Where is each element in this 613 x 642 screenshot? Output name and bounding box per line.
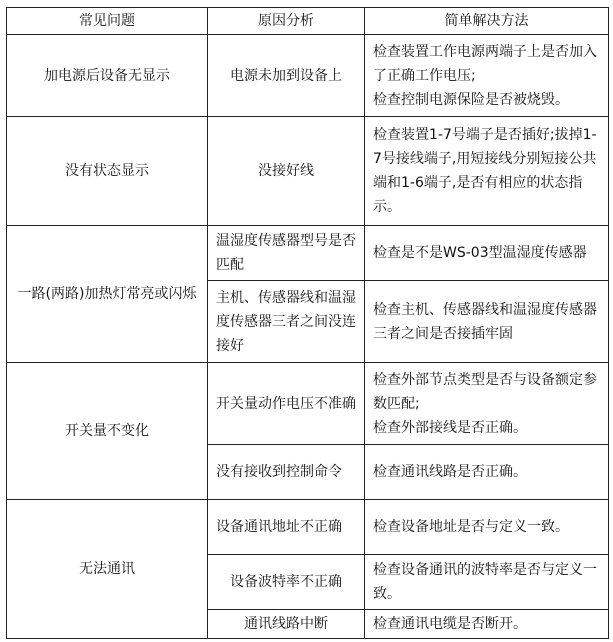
- cause-cell: 主机、传感器线和温湿度传感器三者之间没连接好: [208, 281, 365, 363]
- table-row: [7, 117, 609, 226]
- solution-cell: 检查装置1-7号端子是否插好;拔掉1-7号接线端子,用短接线分别短接公共端和1-6端子,是否有相应的状态指示。: [365, 117, 609, 226]
- problem-cell: 一路(两路)加热灯常亮或闪烁: [7, 226, 208, 363]
- solution-cell: 检查设备地址是否与定义一致。: [365, 500, 609, 555]
- problem-cell: 没有状态显示: [7, 117, 208, 226]
- cause-cell: 温湿度传感器型号是否匹配: [208, 226, 365, 281]
- header-solution: 简单解决方法: [365, 8, 609, 35]
- solution-cell: 检查通讯线路是否正确。: [365, 445, 609, 500]
- solution-cell: [365, 363, 609, 445]
- table-row: [7, 363, 609, 445]
- problem-cell: 加电源后设备无显示: [7, 35, 208, 117]
- solution-cell: 检查主机、传感器线和温湿度传感器三者之间是否接插牢固: [365, 281, 609, 363]
- table-row: [7, 500, 609, 555]
- solution-line: 检查外部接线是否正确。: [373, 419, 527, 436]
- troubleshooting-table: [6, 7, 609, 639]
- cause-cell: 没接好线: [208, 117, 365, 226]
- solution-line: 检查外部节点类型是否与设备额定参数匹配;: [373, 371, 597, 412]
- cause-cell: 电源未加到设备上: [208, 35, 365, 117]
- solution-cell: 检查设备通讯的波特率是否与定义一致。: [365, 555, 609, 610]
- solution-cell: 检查通讯电缆是否断开。: [365, 610, 609, 639]
- problem-cell: 无法通讯: [7, 500, 208, 639]
- cause-cell: 开关量动作电压不准确: [208, 363, 365, 445]
- table-row: [7, 226, 609, 281]
- solution-line: 检查装置工作电源两端子上是否加入了正确工作电压;: [373, 43, 597, 84]
- problem-cell: 开关量不变化: [7, 363, 208, 500]
- cause-cell: 设备波特率不正确: [208, 555, 365, 610]
- header-row: [7, 8, 609, 35]
- solution-cell: [365, 35, 609, 117]
- header-cause: 原因分析: [208, 8, 365, 35]
- cause-cell: 没有接收到控制命令: [208, 445, 365, 500]
- cause-cell: 设备通讯地址不正确: [208, 500, 365, 555]
- header-problem: 常见问题: [7, 8, 208, 35]
- solution-cell: 检查是不是WS-03型温湿度传感器: [365, 226, 609, 281]
- cause-cell: 通讯线路中断: [208, 610, 365, 639]
- table-row: [7, 35, 609, 117]
- solution-line: 检查控制电源保险是否被烧毁。: [373, 91, 569, 108]
